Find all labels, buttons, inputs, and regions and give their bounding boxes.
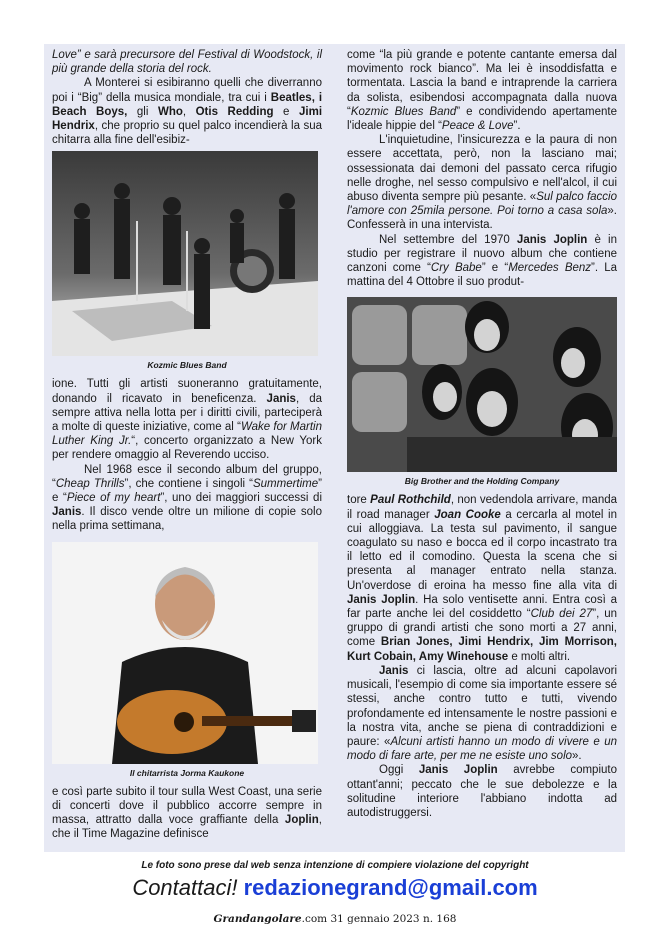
text-run: Love” e sarà precursore del Festival di Woodstock, il più grande della storia del rock. xyxy=(52,49,322,76)
photo-big-brother xyxy=(347,297,617,472)
photo-jorma-kaukone xyxy=(52,542,318,764)
paragraph xyxy=(52,48,322,76)
brand-name: Grandangolare xyxy=(213,913,302,925)
contact-line xyxy=(0,875,670,901)
contact-label: Contattaci! xyxy=(132,875,238,900)
paragraph: come “la più grande e potente cantante emersa dal movimento rock bianco”. Ma lei è insoddisfatta e tormentata. Lascia la band e intraprende la carriera da solista, esibendosi accompagnata dalla nuova “Kozmic Blues Band” e condividendo apertamente l'ideale hippie del “Peace & Love”. xyxy=(347,49,618,133)
band-stage-photo xyxy=(52,151,318,356)
right-column xyxy=(347,48,617,820)
paragraph: ione. Tutti gli artisti suoneranno gratuitamente, donando il ricavato in beneficenza. Janis, da sempre attiva nella lotta per i diritti civili, parteciperà a molte di queste iniziative, come al “Wake for Martin Luther King Jr.“, concerto organizzato a New York per rendere omaggio al Reverendo ucciso. xyxy=(52,378,322,462)
issue-date: .com 31 gennaio 2023 n. 168 xyxy=(301,913,457,925)
paragraph: e così parte subito il tour sulla West Coast, una serie di concerti dove il pubblico accorre sempre in massa, attratto dalla voce graffiante della Joplin, che il Time Magazine definisce xyxy=(52,785,322,841)
paragraph: Oggi Janis Joplin avrebbe compiuto ottant'anni; peccato che le sue debolezze e la solitudine interiore l'abbiano indotta ad autodistruggersi. xyxy=(347,764,617,819)
paragraph: A Monterei si esibiranno quelli che diverranno poi i “Big” della musica mondiale, tra cui i Beatles, i Beach Boys, gli Who, Otis Redding e Jimi Hendrix, che proprio su quel palco incendierà la sua chitarra alla fine dell'esibiz- xyxy=(52,77,323,147)
contact-email-link[interactable]: redazionegrand@gmail.com xyxy=(243,875,538,900)
left-column xyxy=(52,48,322,841)
copyright-note: Le foto sono prese dal web senza intenzione di compiere violazione del copyright xyxy=(141,860,529,871)
caption: Kozmic Blues Band xyxy=(147,360,227,371)
guitarist-portrait xyxy=(52,542,318,764)
article-panel xyxy=(44,44,625,852)
caption: Big Brother and the Holding Company xyxy=(404,476,560,487)
paragraph: tore Paul Rothchild, non vedendola arrivare, manda il road manager Joan Cooke a cercarla al motel in cui alloggiava. La testa sul pavimento, il sangue coagulato su naso e bocca ed il corpo incastrato tra il letto ed il comodino. Questa la scena che si presenta al manager entrato nella stanza. Un'overdose di eroina ha messo fine alla vita di Janis Joplin. Ha solo ventisette anni. Entra così a far parte anche lei del cosiddetto “Club dei 27”, un gruppo di grandi artisti che sono morti a 27 anni, come Brian Jones, Jimi Hendrix, Jim Morrison, Kurt Cobain, Amy Winehouse e molti altri. xyxy=(347,494,618,663)
paragraph: Nel settembre del 1970 Janis Joplin è in studio per registrare il nuovo album che contiene canzoni come “Cry Babe” e “Mercedes Benz”. La mattina del 4 Ottobre il suo produt- xyxy=(347,233,618,289)
issue-line xyxy=(0,913,670,925)
photo-kozmic-blues-band xyxy=(52,151,318,356)
paragraph: L'inquietudine, l'insicurezza e la paura di non essere accettata, però, non la lasciano mai; ossessionata dai demoni del passato cerca rifugio nelle droghe, nel sesso compulsivo e nell'alcol, il cui abuso diventa sempre più pesante. «Sul palco faccio l'amore con 25mila persone. Poi torno a casa sola». Confesserà in una intervista. xyxy=(347,134,617,232)
paragraph: Janis ci lascia, oltre ad alcuni capolavori musicali, l'esempio di come sia importante essere sé stessi, anche contro tutto e tutti, vivendo profondamente ed intensamente le nostre passioni e la nostra vita, anche se piena di contraddizioni e paure: «Alcuni artisti hanno un modo di vivere e un modo di fare arte, per me ne esiste uno solo». xyxy=(347,664,617,763)
paragraph: Nel 1968 esce il secondo album del gruppo, “Cheap Thrills”, che contiene i singoli “Summertime” e “Piece of my heart”, uno dei maggiori successi di Janis. Il disco vende oltre un milione di copie solo nella prima settimana, xyxy=(52,463,323,533)
caption: Il chitarrista Jorma Kaukone xyxy=(129,767,245,778)
group-portrait xyxy=(347,297,617,472)
